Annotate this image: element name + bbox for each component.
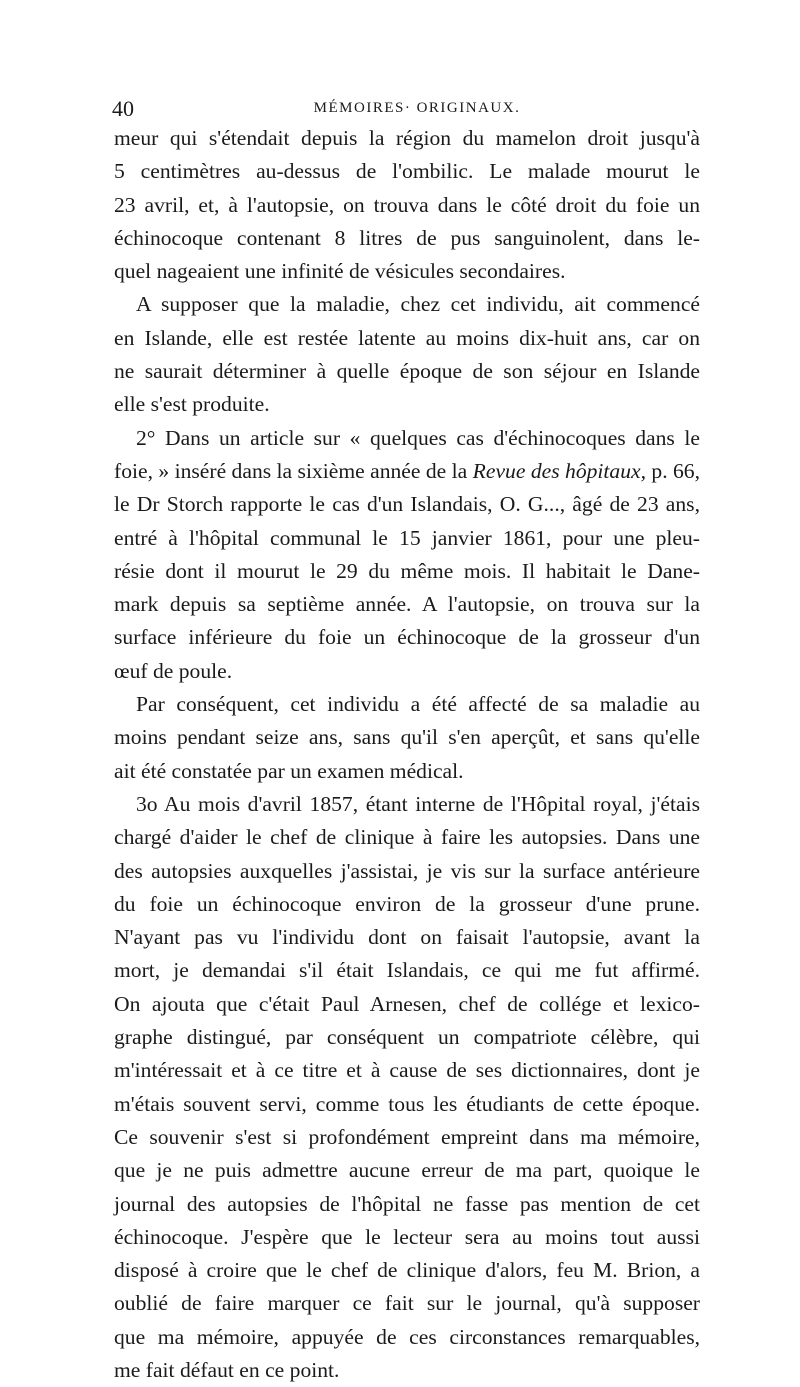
text-line: en Islande, elle est restée latente au moins dix-huit ans, car on [114,325,700,350]
text-line: meur qui s'étendait depuis la région du mamelon droit jusqu'à [114,126,700,150]
body-text [114,122,700,1387]
text-line: A supposer que la maladie, chez cet individu, ait commencé [136,292,700,317]
paragraph-1 [114,122,700,288]
text-fragment: foie, » inséré dans la sixième année de la [114,458,473,483]
text-line: me fait défaut en ce point. [114,1357,340,1382]
text-line: que je ne puis admettre aucune erreur de ma part, quoique le [114,1158,700,1183]
paragraph-5 [114,788,700,1387]
text-line: ait été constatée par un examen médical. [114,758,464,783]
text-line: Ce souvenir s'est si profondément empreint dans ma mémoire, [114,1124,700,1149]
text-line: des autopsies auxquelles j'assistai, je vis sur la surface antérieure [114,858,700,883]
paragraph-3 [114,422,700,688]
text-line: œuf de poule. [114,658,233,683]
text-line: quel nageaient une infinité de vésicules secondaires. [114,259,566,284]
text-line: du foie un échinocoque environ de la grosseur d'une prune. [114,891,700,916]
page-number: 40 [112,96,134,121]
text-line: résie dont il mourut le 29 du même mois. Il habitait le Dane- [114,558,700,583]
text-line: mort, je demandai s'il était Islandais, ce qui me fut affirmé. [114,958,700,983]
running-head: MÉMOIRES· ORIGINAUX. [313,100,521,116]
text-line: 23 avril, et, à l'autopsie, on trouva dans le côté droit du foie un [114,192,700,217]
text-line: le Dr Storch rapporte le cas d'un Islandais, O. G..., âgé de 23 ans, [114,492,700,517]
journal-title: Revue des hôpitaux, [472,458,646,483]
text-line [114,455,700,488]
text-line: moins pendant seize ans, sans qu'il s'en aperçût, et sans qu'elle [114,725,700,750]
text-line: disposé à croire que le chef de clinique d'alors, feu M. Brion, a [114,1258,700,1283]
text-line: m'étais souvent servi, comme tous les étudiants de cette époque. [114,1091,700,1116]
text-line: surface inférieure du foie un échinocoque de la grosseur d'un [114,625,700,650]
text-line: graphe distingué, par conséquent un compatriote célèbre, qui [114,1025,700,1050]
text-line: 2° Dans un article sur « quelques cas d'échinocoques dans le [136,425,700,450]
text-line: Par conséquent, cet individu a été affecté de sa maladie au [136,692,700,717]
paragraph-4 [114,688,700,788]
text-line: oublié de faire marquer ce fait sur le journal, qu'à supposer [114,1291,700,1316]
text-line: On ajouta que c'était Paul Arnesen, chef de collége et lexico- [114,991,700,1016]
paragraph-2 [114,288,700,421]
text-line: journal des autopsies de l'hôpital ne fasse pas mention de cet [114,1191,700,1216]
text-line: échinocoque. J'espère que le lecteur sera au moins tout aussi [114,1224,700,1249]
text-line: mark depuis sa septième année. A l'autopsie, on trouva sur la [114,592,700,617]
text-line: entré à l'hôpital communal le 15 janvier 1861, pour une pleu- [114,525,700,550]
text-line: N'ayant pas vu l'individu dont on faisait l'autopsie, avant la [114,925,700,950]
text-line: elle s'est produite. [114,392,270,417]
text-fragment: p. 66, [645,458,700,483]
text-line: chargé d'aider le chef de clinique à faire les autopsies. Dans une [114,825,700,850]
text-line: que ma mémoire, appuyée de ces circonstances remarquables, [114,1324,700,1349]
text-line: m'intéressait et à ce titre et à cause de ses dictionnaires, dont je [114,1058,700,1083]
text-line: ne saurait déterminer à quelle époque de son séjour en Islande [114,359,700,384]
text-line: échinocoque contenant 8 litres de pus sanguinolent, dans le- [114,225,700,250]
text-line: 3o Au mois d'avril 1857, étant interne de l'Hôpital royal, j'étais [136,791,700,816]
text-line: 5 centimètres au-dessus de l'ombilic. Le malade mourut le [114,159,700,184]
